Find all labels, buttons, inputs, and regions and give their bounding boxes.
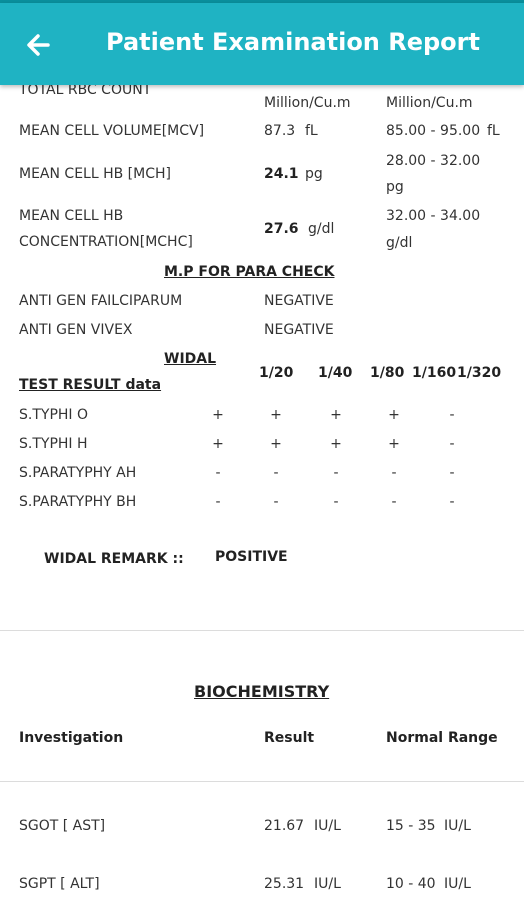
titer-value: + (388, 407, 400, 423)
test-unit: IU/L (314, 818, 341, 834)
test-range-unit: g/dl (386, 235, 413, 251)
titer-value: + (270, 407, 282, 423)
test-result: Million/Cu.m (264, 95, 351, 111)
titer-value: - (391, 494, 397, 510)
test-range-unit: fL (487, 123, 500, 139)
header-divider (0, 781, 524, 782)
test-result: NEGATIVE (264, 293, 334, 309)
titer-value: + (330, 436, 342, 452)
dilution-label: 1/160 (412, 365, 457, 381)
test-value: 24.1 (264, 166, 299, 182)
titer-value: + (388, 436, 400, 452)
test-name: MEAN CELL HB [MCH] (19, 166, 171, 182)
test-name: SGPT [ ALT] (19, 876, 100, 892)
test-unit: pg (305, 166, 323, 182)
column-header-range: Normal Range (386, 730, 498, 746)
test-value: 87.3 (264, 123, 296, 139)
antigen-name: S.TYPHI O (19, 407, 89, 423)
test-name: MEAN CELL VOLUME[MCV] (19, 123, 205, 139)
biochemistry-heading: BIOCHEMISTRY (194, 682, 330, 701)
test-value: 21.67 (264, 818, 305, 834)
test-range: 32.00 - 34.00 (386, 208, 481, 224)
test-range-unit: IU/L (444, 818, 471, 834)
titer-value: - (449, 465, 455, 481)
widal-subheading: TEST RESULT data (19, 377, 162, 393)
test-name: ANTI GEN VIVEX (19, 322, 133, 338)
back-button[interactable] (18, 25, 58, 65)
test-range: 10 - 40 (386, 876, 436, 892)
test-range: Million/Cu.m (386, 95, 473, 111)
antigen-name: S.PARATYPHY BH (19, 494, 137, 510)
titer-value: + (270, 436, 282, 452)
dilution-label: 1/20 (259, 365, 294, 381)
test-range-unit: IU/L (444, 876, 471, 892)
titer-value: - (449, 494, 455, 510)
titer-value: - (273, 465, 279, 481)
section-divider (0, 630, 524, 631)
titer-value: - (273, 494, 279, 510)
test-range: 85.00 - 95.00 (386, 123, 481, 139)
report-content[interactable] (0, 85, 524, 900)
test-value: 25.31 (264, 876, 305, 892)
widal-heading: WIDAL (164, 351, 217, 367)
arrow-back-icon (18, 25, 58, 65)
test-name: SGOT [ AST] (19, 818, 106, 834)
dilution-label: 1/40 (318, 365, 353, 381)
test-name-line1: MEAN CELL HB (19, 208, 124, 224)
titer-value: + (212, 407, 224, 423)
antigen-name: S.TYPHI H (19, 436, 88, 452)
titer-value: - (215, 465, 221, 481)
mp-para-check-heading: M.P FOR PARA CHECK (164, 264, 335, 280)
titer-value: - (333, 465, 339, 481)
widal-remark-value: POSITIVE (215, 549, 288, 565)
test-unit: fL (305, 123, 318, 139)
dilution-label: 1/80 (370, 365, 405, 381)
test-name: ANTI GEN FAILCIPARUM (19, 293, 183, 309)
app-bar (0, 3, 524, 85)
dilution-label: 1/320 (457, 365, 502, 381)
titer-value: - (449, 407, 455, 423)
titer-value: - (333, 494, 339, 510)
titer-value: - (215, 494, 221, 510)
titer-value: - (391, 465, 397, 481)
widal-remark-label: WIDAL REMARK :: (44, 551, 184, 567)
test-range-unit: pg (386, 179, 404, 195)
test-range: 15 - 35 (386, 818, 436, 834)
test-value: 27.6 (264, 221, 299, 237)
titer-value: - (449, 436, 455, 452)
titer-value: + (212, 436, 224, 452)
test-result: NEGATIVE (264, 322, 334, 338)
titer-value: + (330, 407, 342, 423)
test-unit: g/dl (308, 221, 335, 237)
test-unit: IU/L (314, 876, 341, 892)
page-title: Patient Examination Report (106, 28, 480, 56)
column-header-investigation: Investigation (19, 730, 124, 746)
column-header-result: Result (264, 730, 315, 746)
test-range: 28.00 - 32.00 (386, 153, 481, 169)
test-name: TOTAL RBC COUNT (19, 85, 152, 98)
antigen-name: S.PARATYPHY AH (19, 465, 137, 481)
test-name-line2: CONCENTRATION[MCHC] (19, 234, 193, 250)
